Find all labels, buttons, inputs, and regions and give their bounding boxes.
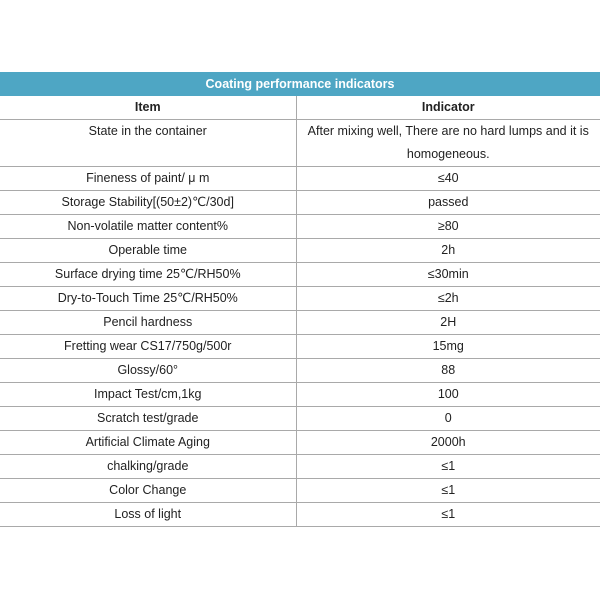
indicator-cell: ≤1 [296,455,600,479]
indicator-cell: 15mg [296,335,600,359]
item-cell: Artificial Climate Aging [0,431,296,455]
table-row [0,239,600,263]
indicator-cell: passed [296,191,600,215]
indicator-cell: ≤2h [296,287,600,311]
table-row [0,479,600,503]
item-cell: Fretting wear CS17/750g/500r [0,335,296,359]
column-header-item: Item [0,96,296,120]
indicator-cell: ≥80 [296,215,600,239]
table-row [0,383,600,407]
table-title-row [0,72,600,96]
item-cell: Loss of light [0,503,296,527]
indicator-cell: ≤40 [296,167,600,191]
coating-performance-table [0,72,600,527]
table-row [0,215,600,239]
indicator-cell: 88 [296,359,600,383]
item-cell: Impact Test/cm,1kg [0,383,296,407]
table-row [0,120,600,167]
indicator-cell: After mixing well, There are no hard lumps and it is homogeneous. [296,120,600,167]
table-row [0,503,600,527]
table-row [0,431,600,455]
indicator-cell: 2H [296,311,600,335]
table-row [0,407,600,431]
table-header-row [0,96,600,120]
indicator-cell: ≤1 [296,479,600,503]
item-cell: Scratch test/grade [0,407,296,431]
table-row [0,287,600,311]
indicator-cell: 0 [296,407,600,431]
item-cell: State in the container [0,120,296,167]
table-row [0,167,600,191]
item-cell: Color Change [0,479,296,503]
item-cell: Operable time [0,239,296,263]
item-cell: Glossy/60° [0,359,296,383]
table-row [0,359,600,383]
table-row [0,335,600,359]
item-cell: Dry-to-Touch Time 25℃/RH50% [0,287,296,311]
item-cell: chalking/grade [0,455,296,479]
item-cell: Non-volatile matter content% [0,215,296,239]
indicator-cell: ≤1 [296,503,600,527]
item-cell: Pencil hardness [0,311,296,335]
indicator-cell: 100 [296,383,600,407]
column-header-indicator: Indicator [296,96,600,120]
table-row [0,311,600,335]
item-cell: Storage Stability[(50±2)℃/30d] [0,191,296,215]
indicator-cell: 2h [296,239,600,263]
item-cell: Fineness of paint/ μ m [0,167,296,191]
table-row [0,455,600,479]
item-cell: Surface drying time 25℃/RH50% [0,263,296,287]
table-row [0,263,600,287]
indicator-cell: 2000h [296,431,600,455]
table-title: Coating performance indicators [0,72,600,96]
indicator-cell: ≤30min [296,263,600,287]
table-row [0,191,600,215]
